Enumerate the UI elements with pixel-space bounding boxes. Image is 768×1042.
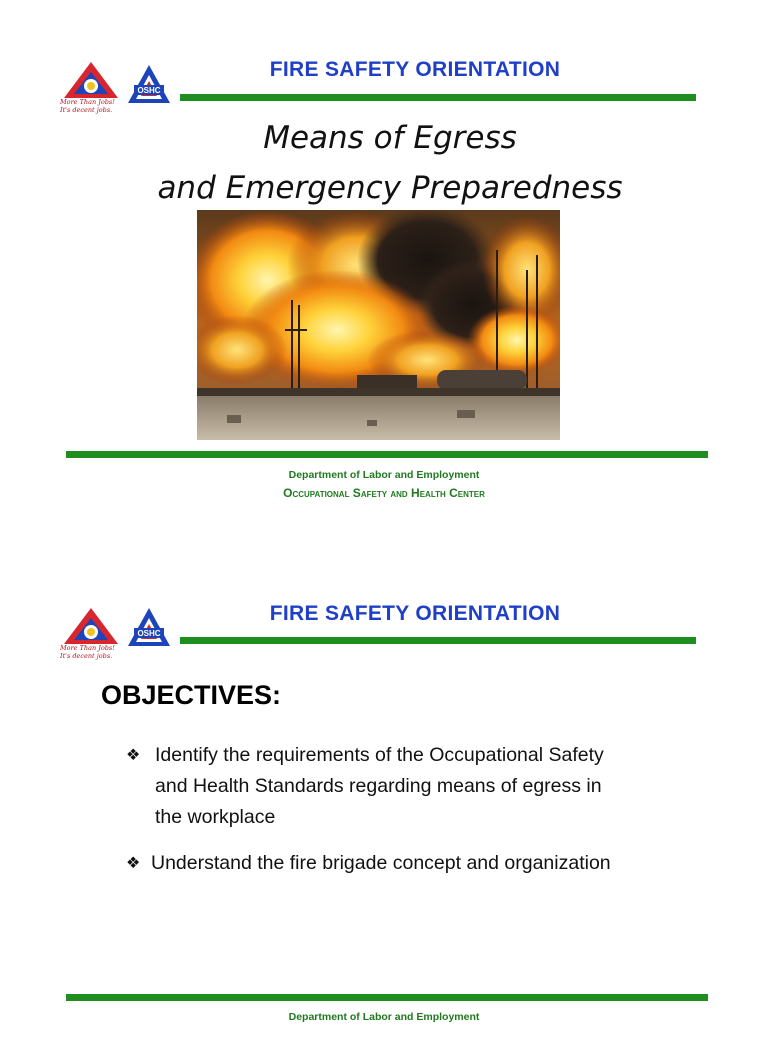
footer-center: Occupational Safety and Health Center <box>283 486 485 500</box>
objective-line: Understand the fire brigade concept and organization <box>151 852 611 874</box>
objectives-heading: OBJECTIVES: <box>101 680 282 710</box>
slide-1 <box>0 0 768 512</box>
dole-tagline <box>60 644 122 660</box>
dole-tagline-line-1: More Than Jobs! <box>60 644 115 652</box>
objective-item <box>126 848 686 879</box>
dole-tagline-line-2: It's decent jobs. <box>60 106 113 114</box>
footer-divider <box>66 451 708 458</box>
header-divider <box>180 94 696 101</box>
fire-explosion-image <box>197 210 560 440</box>
objective-line: Identify the requirements of the Occupational Safety <box>155 744 604 766</box>
objective-line: the workplace <box>155 806 276 828</box>
slide-title-line-2: and Emergency Preparedness <box>157 170 623 206</box>
dole-tagline-line-1: More Than Jobs! <box>60 98 115 106</box>
dole-tagline <box>60 98 122 114</box>
header-title: FIRE SAFETY ORIENTATION <box>269 602 561 625</box>
slide-2 <box>0 530 768 1042</box>
slide-title-line-1: Means of Egress <box>263 120 517 156</box>
oshc-logo <box>126 606 172 648</box>
footer-divider <box>66 994 708 1001</box>
objective-item <box>126 740 686 833</box>
oshc-logo-text: OSHC <box>137 629 161 638</box>
oshc-logo <box>126 63 172 105</box>
footer-dept: Department of Labor and Employment <box>288 1011 480 1023</box>
footer-dept: Department of Labor and Employment <box>288 469 480 481</box>
header-divider <box>180 637 696 644</box>
diamond-bullet-icon: ❖ <box>126 747 141 764</box>
oshc-logo-text: OSHC <box>137 86 161 95</box>
objective-line: and Health Standards regarding means of egress in <box>155 775 602 797</box>
diamond-bullet-icon: ❖ <box>126 855 141 872</box>
refinery-fire-photo <box>197 210 560 440</box>
header-title: FIRE SAFETY ORIENTATION <box>269 58 561 81</box>
oshc-logo-icon <box>126 606 172 648</box>
dole-tagline-line-2: It's decent jobs. <box>60 652 113 660</box>
oshc-logo-icon <box>126 63 172 105</box>
dole-logo <box>60 606 122 670</box>
